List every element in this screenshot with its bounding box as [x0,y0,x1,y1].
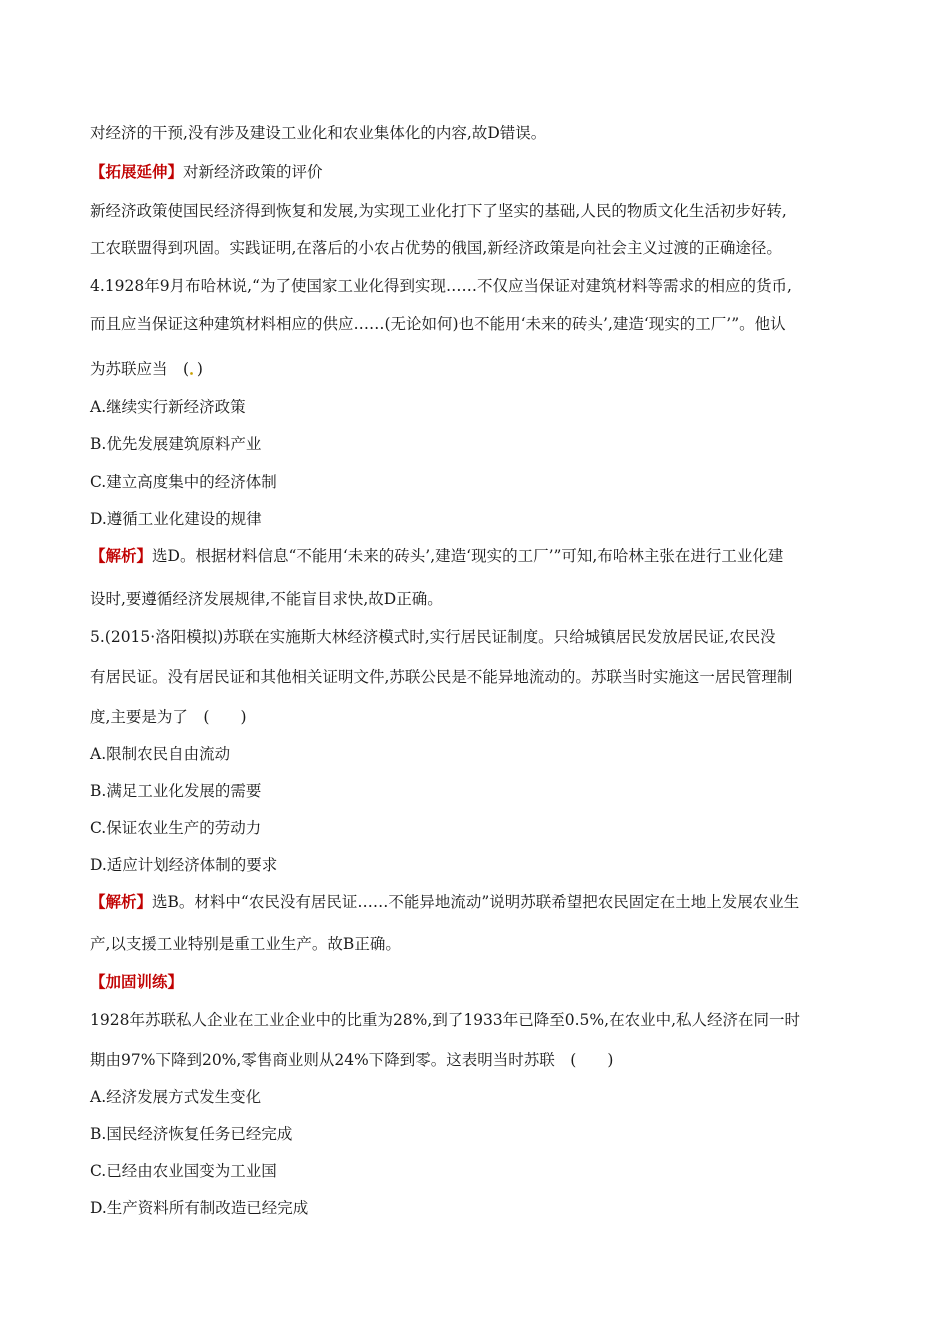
option-c: C.已经由农业国变为工业国 [90,1162,277,1180]
extension-title: 对新经济政策的评价 [183,163,323,181]
answer-blank-mark: ． [189,359,197,378]
option-b: B.优先发展建筑原料产业 [90,435,262,453]
question-4-stem [90,359,203,379]
reinforce-heading [90,972,183,992]
question-4-stem: 4.1928年9月布哈林说,“为了使国家工业化得到实现……不仅应当保证对建筑材料等需求的相应的货币, [90,277,792,295]
option-c: C.建立高度集中的经济体制 [90,473,277,491]
analysis-text: 选D。根据材料信息“不能用‘未来的砖头’,建造‘现实的工厂’”可知,布哈林主张在进行工业化建 [152,547,784,565]
reinforce-stem: 1928年苏联私人企业在工业企业中的比重为28%,到了1933年已降至0.5%,在农业中,私人经济在同一时 [90,1011,801,1029]
reinforce-stem: 期由97%下降到20%,零售商业则从24%下降到零。这表明当时苏联 ( ) [90,1051,614,1069]
option-b: B.满足工业化发展的需要 [90,782,262,800]
option-d: D.生产资料所有制改造已经完成 [90,1199,309,1217]
extension-line: 工农联盟得到巩固。实践证明,在落后的小农占优势的俄国,新经济政策是向社会主义过渡的正确途径。 [90,239,782,257]
paragraph-line: 对经济的干预,没有涉及建设工业化和农业集体化的内容,故D错误。 [90,124,547,142]
reinforce-tag: 【加固训练】 [90,972,184,991]
option-a: A.经济发展方式发生变化 [90,1088,262,1106]
question-5-stem: 有居民证。没有居民证和其他相关证明文件,苏联公民是不能异地流动的。苏联当时实施这一居民管理制 [90,668,793,686]
question-5-stem: 5.(2015·洛阳模拟)苏联在实施斯大林经济模式时,实行居民证制度。只给城镇居民发放居民证,农民没 [90,628,776,646]
question-5-analysis [90,892,799,912]
stem-text: ) [196,360,203,378]
analysis-tag: 【解析】 [90,892,153,911]
extension-heading [90,162,323,182]
question-4-analysis [90,546,783,566]
option-c: C.保证农业生产的劳动力 [90,819,262,837]
option-a: A.限制农民自由流动 [90,745,231,763]
option-d: D.适应计划经济体制的要求 [90,856,278,874]
extension-line: 新经济政策使国民经济得到恢复和发展,为实现工业化打下了坚实的基础,人民的物质文化生活初步好转, [90,202,787,220]
stem-text: 为苏联应当 ( [90,360,190,378]
option-a: A.继续实行新经济政策 [90,398,246,416]
extension-tag: 【拓展延伸】 [90,162,184,181]
question-5-analysis: 产,以支援工业特别是重工业生产。故B正确。 [90,935,401,953]
question-5-stem: 度,主要是为了 ( ) [90,708,247,726]
question-4-stem: 而且应当保证这种建筑材料相应的供应……(无论如何)也不能用‘未来的砖头’,建造‘现实的工厂’”。他认 [90,315,786,333]
question-4-analysis: 设时,要遵循经济发展规律,不能盲目求快,故D正确。 [90,590,443,608]
option-d: D.遵循工业化建设的规律 [90,510,262,528]
option-b: B.国民经济恢复任务已经完成 [90,1125,293,1143]
analysis-tag: 【解析】 [90,546,153,565]
analysis-text: 选B。材料中“农民没有居民证……不能异地流动”说明苏联希望把农民固定在土地上发展农业生 [152,893,800,911]
